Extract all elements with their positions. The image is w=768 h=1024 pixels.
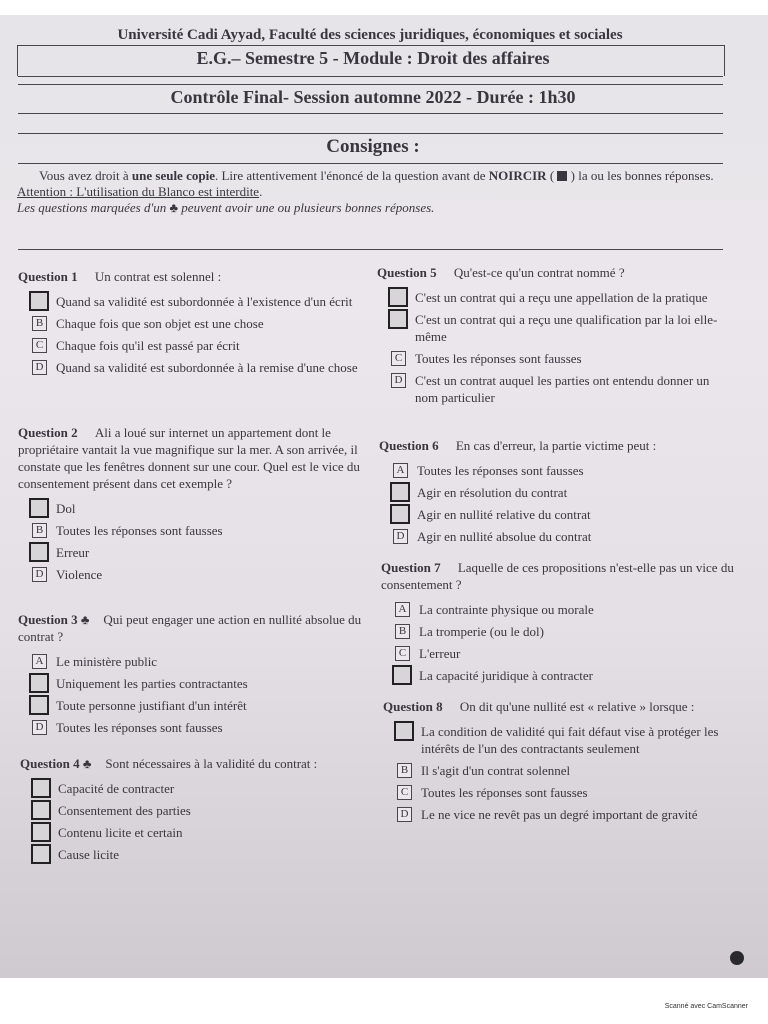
answer-checkbox[interactable] — [29, 291, 49, 311]
question-text: Qui peut engager une action en nullité absolue du contrat ? — [18, 612, 362, 644]
answer-checkbox[interactable] — [31, 844, 51, 864]
question-text: On dit qu'une nullité est « relative » lorsque : — [459, 699, 695, 714]
answer-option[interactable] — [18, 653, 368, 670]
answer-checkbox[interactable]: C — [32, 338, 47, 353]
question-label: Question 6 — [379, 438, 439, 453]
answer-text: Quand sa validité est subordonnée à la remise d'une chose — [56, 360, 358, 375]
answer-checkbox[interactable] — [29, 695, 49, 715]
divider — [18, 163, 723, 164]
answer-option[interactable] — [20, 780, 370, 797]
answer-checkbox[interactable]: B — [32, 316, 47, 331]
question-stem — [377, 264, 732, 281]
instructions-line: Vous avez droit à une seule copie. Lire attentivement l'énoncé de la question avant de NOIRCIR ( ) la ou les bonnes réponses. — [39, 168, 714, 183]
question-stem — [381, 559, 736, 593]
question-label: Question 2 — [18, 425, 78, 440]
divider — [18, 76, 723, 77]
question-label: Question 7 — [381, 560, 441, 575]
answer-checkbox[interactable]: B — [397, 763, 412, 778]
answer-option[interactable] — [377, 350, 732, 367]
black-square-icon — [557, 171, 567, 181]
answer-option[interactable] — [18, 337, 368, 354]
answer-option[interactable] — [377, 311, 732, 345]
answer-text: Toutes les réponses sont fausses — [56, 720, 223, 735]
answer-option[interactable] — [20, 824, 370, 841]
answer-option[interactable] — [18, 675, 368, 692]
answer-option[interactable] — [381, 601, 736, 618]
answer-text: Toute personne justifiant d'un intérêt — [56, 698, 247, 713]
answer-text: Agir en résolution du contrat — [417, 485, 568, 500]
answer-text: Agir en nullité relative du contrat — [417, 507, 591, 522]
answer-text: Toutes les réponses sont fausses — [56, 523, 223, 538]
ink-dot — [730, 951, 744, 965]
answer-text: C'est un contrat auquel les parties ont entendu donner un nom particulier — [415, 373, 710, 405]
answer-text: C'est un contrat qui a reçu une appellation de la pratique — [415, 290, 708, 305]
divider — [18, 133, 723, 134]
question-7 — [381, 559, 736, 689]
question-text: Un contrat est solennel : — [94, 269, 222, 284]
scanner-brand: Scanné avec CamScanner — [664, 1003, 748, 1010]
answer-text: Consentement des parties — [58, 803, 191, 818]
answer-text: Le ne vice ne revêt pas un degré important de gravité — [421, 807, 698, 822]
answer-option[interactable] — [18, 544, 368, 561]
answer-text: Toutes les réponses sont fausses — [421, 785, 588, 800]
answer-option[interactable] — [18, 566, 368, 583]
answer-text: Dol — [56, 501, 76, 516]
answer-option[interactable] — [377, 289, 732, 306]
answer-checkbox[interactable] — [31, 800, 51, 820]
club-icon: ♣ — [82, 756, 92, 771]
answer-option[interactable] — [379, 506, 734, 523]
question-text: Sont nécessaires à la validité du contrat : — [105, 756, 318, 771]
answer-option[interactable] — [377, 372, 732, 406]
question-1 — [18, 268, 368, 381]
answer-checkbox[interactable] — [390, 504, 410, 524]
question-stem — [18, 268, 368, 285]
answer-option[interactable] — [18, 719, 368, 736]
club-icon: ♣ — [169, 200, 179, 215]
answer-text: Capacité de contracter — [58, 781, 175, 796]
answer-text: Chaque fois que son objet est une chose — [56, 316, 264, 331]
question-label: Question 1 — [18, 269, 78, 284]
instructions-block — [17, 168, 727, 216]
question-8 — [383, 698, 738, 828]
answer-option[interactable] — [383, 723, 738, 757]
answer-checkbox[interactable] — [29, 498, 49, 518]
question-text: Laquelle de ces propositions n'est-elle pas un vice du consentement ? — [381, 560, 734, 592]
answer-checkbox[interactable]: D — [32, 567, 47, 582]
answer-option[interactable] — [379, 484, 734, 501]
exam-title: Contrôle Final- Session automne 2022 - Durée : 1h30 — [170, 87, 576, 107]
question-label: Question 5 — [377, 265, 437, 280]
answer-checkbox[interactable] — [31, 778, 51, 798]
question-stem — [379, 437, 734, 454]
divider — [18, 249, 723, 250]
note-line: Les questions marquées d'un ♣ peuvent avoir une ou plusieurs bonnes réponses. — [17, 200, 435, 215]
answer-checkbox[interactable]: D — [397, 807, 412, 822]
answer-checkbox[interactable]: A — [32, 654, 47, 669]
answer-option[interactable] — [20, 846, 370, 863]
answer-text: Il s'agit d'un contrat solennel — [421, 763, 571, 778]
answer-text: C'est un contrat qui a reçu une qualification par la loi elle-même — [415, 312, 718, 344]
answer-checkbox[interactable]: B — [395, 624, 410, 639]
question-6 — [379, 437, 734, 550]
question-stem — [20, 755, 370, 772]
answer-checkbox[interactable]: D — [393, 529, 408, 544]
question-3 — [18, 611, 368, 741]
answer-checkbox[interactable] — [31, 822, 51, 842]
divider — [18, 84, 723, 85]
warning-line: Attention : L'utilisation du Blanco est interdite. — [17, 184, 263, 199]
answer-checkbox[interactable]: C — [391, 351, 406, 366]
answer-option[interactable] — [18, 697, 368, 714]
answer-checkbox[interactable] — [388, 309, 408, 329]
question-stem — [18, 611, 368, 645]
answer-option[interactable] — [381, 667, 736, 684]
answer-text: Contenu licite et certain — [58, 825, 183, 840]
question-stem — [18, 424, 368, 492]
answer-checkbox[interactable]: C — [395, 646, 410, 661]
answer-checkbox[interactable] — [388, 287, 408, 307]
question-text: Qu'est-ce qu'un contrat nommé ? — [453, 265, 625, 280]
answer-option[interactable] — [381, 623, 736, 640]
question-stem — [383, 698, 738, 715]
answer-option[interactable] — [18, 359, 368, 376]
answer-checkbox[interactable]: B — [32, 523, 47, 538]
answer-text: Chaque fois qu'il est passé par écrit — [56, 338, 240, 353]
answer-option[interactable] — [20, 802, 370, 819]
answer-option[interactable] — [18, 522, 368, 539]
answer-checkbox[interactable] — [29, 673, 49, 693]
answer-option[interactable] — [18, 500, 368, 517]
answer-text: Quand sa validité est subordonnée à l'existence d'un écrit — [56, 294, 353, 309]
question-4 — [20, 755, 370, 868]
answer-checkbox[interactable]: D — [32, 720, 47, 735]
question-text: Ali a loué sur internet un appartement dont le propriétaire vantait la vue magnifique sur la mer. A son arrivée, il constate que les fenêtres donnent sur une cour. Quel est le vice du consentement présent dans cet exemple ? — [18, 425, 360, 491]
answer-option[interactable] — [379, 462, 734, 479]
answer-text: La condition de validité qui fait défaut vise à protéger les intérêts de l'un des contractants seulement — [421, 724, 719, 756]
question-text: En cas d'erreur, la partie victime peut : — [455, 438, 657, 453]
club-icon: ♣ — [80, 612, 90, 627]
answer-checkbox[interactable] — [390, 482, 410, 502]
answer-checkbox[interactable]: A — [395, 602, 410, 617]
module-title: E.G.– Semestre 5 - Module : Droit des affaires — [196, 48, 550, 68]
answer-option[interactable] — [383, 784, 738, 801]
university-title: Université Cadi Ayyad, Faculté des sciences juridiques, économiques et sociales — [117, 27, 623, 43]
answer-checkbox[interactable]: D — [391, 373, 406, 388]
answer-text: L'erreur — [419, 646, 461, 661]
answer-checkbox[interactable]: D — [32, 360, 47, 375]
answer-option[interactable] — [379, 528, 734, 545]
answer-text: Le ministère public — [56, 654, 158, 669]
question-label: Question 4 ♣ — [20, 756, 92, 771]
question-2 — [18, 424, 368, 588]
answer-text: Toutes les réponses sont fausses — [415, 351, 582, 366]
question-5 — [377, 264, 732, 411]
answer-text: Erreur — [56, 545, 90, 560]
answer-option[interactable] — [383, 806, 738, 823]
answer-text: Toutes les réponses sont fausses — [417, 463, 584, 478]
answer-checkbox[interactable]: A — [393, 463, 408, 478]
answer-option[interactable] — [18, 315, 368, 332]
divider — [18, 113, 723, 114]
answer-option[interactable] — [18, 293, 368, 310]
answer-checkbox[interactable] — [392, 665, 412, 685]
question-label: Question 3 ♣ — [18, 612, 90, 627]
answer-checkbox[interactable] — [394, 721, 414, 741]
answer-checkbox[interactable] — [29, 542, 49, 562]
answer-option[interactable] — [383, 762, 738, 779]
answer-text: La capacité juridique à contracter — [419, 668, 593, 683]
answer-option[interactable] — [381, 645, 736, 662]
answer-text: La tromperie (ou le dol) — [419, 624, 544, 639]
answer-checkbox[interactable]: C — [397, 785, 412, 800]
answer-text: La contrainte physique ou morale — [419, 602, 594, 617]
answer-text: Cause licite — [58, 847, 120, 862]
answer-text: Agir en nullité absolue du contrat — [417, 529, 592, 544]
instructions-title: Consignes : — [326, 136, 420, 157]
answer-text: Uniquement les parties contractantes — [56, 676, 248, 691]
question-label: Question 8 — [383, 699, 443, 714]
answer-text: Violence — [56, 567, 103, 582]
